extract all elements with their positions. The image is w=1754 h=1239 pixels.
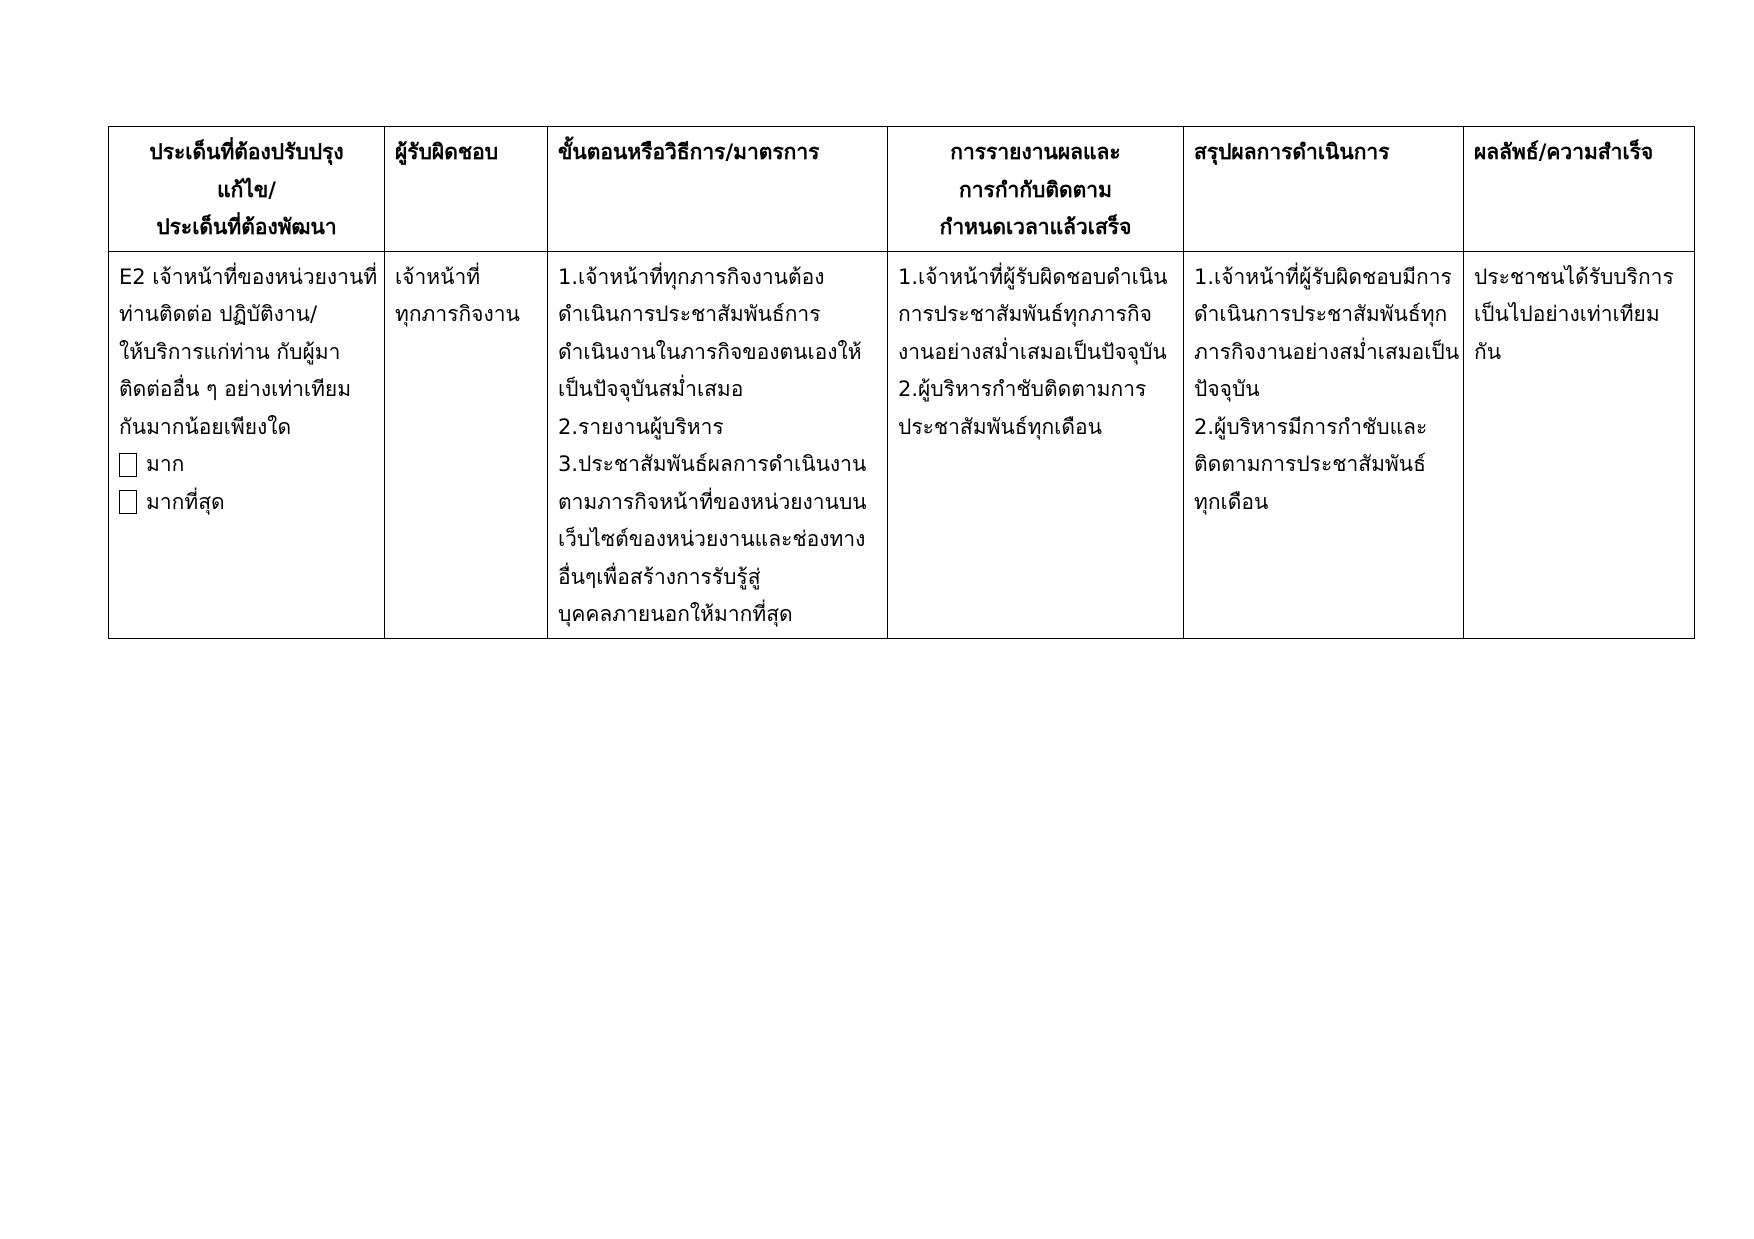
header-summary xyxy=(1184,127,1464,252)
header-text: ประเด็นที่ต้องพัฒนา xyxy=(156,215,337,239)
cell-line: ทุกเดือน xyxy=(1194,489,1269,514)
header-text: กำหนดเวลาแล้วเสร็จ xyxy=(939,215,1132,239)
cell-line: ท่านติดต่อ ปฏิบัติงาน/ xyxy=(119,302,318,326)
cell-line: กัน xyxy=(1474,339,1502,364)
option-label: มาก xyxy=(146,452,185,476)
table-row xyxy=(109,251,1695,638)
cell-line: อื่นๆเพื่อสร้างการรับรู้สู่ xyxy=(558,564,761,589)
cell-line: 3.ประชาสัมพันธ์ผลการดำเนินงาน xyxy=(558,452,867,476)
cell-line: เป็นปัจจุบันสม่ำเสมอ xyxy=(558,377,744,401)
cell-line: 1.เจ้าหน้าที่ทุกภารกิจงานต้อง xyxy=(558,264,825,289)
cell-line: ตามภารกิจหน้าที่ของหน่วยงานบน xyxy=(558,489,867,514)
cell-summary xyxy=(1184,251,1464,638)
cell-line: ดำเนินงานในภารกิจของตนเองให้ xyxy=(558,339,862,364)
header-outcome xyxy=(1464,127,1695,252)
cell-line: การประชาสัมพันธ์ทุกภารกิจ xyxy=(898,302,1152,326)
option-label: มากที่สุด xyxy=(146,489,225,514)
header-text: ผลลัพธ์/ความสำเร็จ xyxy=(1474,140,1654,164)
header-text: ประเด็นที่ต้องปรับปรุง xyxy=(149,140,344,164)
cell-line: ทุกภารกิจงาน xyxy=(395,302,520,326)
cell-line: บุคคลภายนอกให้มากที่สุด xyxy=(558,602,793,626)
header-procedure xyxy=(548,127,888,252)
cell-line: กันมากน้อยเพียงใด xyxy=(119,414,292,439)
header-responsible xyxy=(385,127,548,252)
checkbox-icon[interactable] xyxy=(119,490,137,514)
header-reporting xyxy=(888,127,1184,252)
cell-issue xyxy=(109,251,385,638)
header-text: สรุปผลการดำเนินการ xyxy=(1194,140,1390,164)
cell-line: 2.รายงานผู้บริหาร xyxy=(558,414,724,439)
cell-line: เจ้าหน้าที่ xyxy=(395,264,481,289)
option-much[interactable] xyxy=(119,446,374,484)
cell-line: ปัจจุบัน xyxy=(1194,377,1260,401)
header-text: ผู้รับผิดชอบ xyxy=(395,140,499,164)
cell-line: ติดตามการประชาสัมพันธ์ xyxy=(1194,452,1426,476)
option-most[interactable] xyxy=(119,484,374,522)
checkbox-icon[interactable] xyxy=(119,453,137,477)
header-text: การกำกับติดตาม xyxy=(959,177,1112,202)
cell-line: ดำเนินการประชาสัมพันธ์ทุก xyxy=(1194,302,1448,326)
cell-line: ดำเนินการประชาสัมพันธ์การ xyxy=(558,302,821,326)
cell-line: เว็บไซต์ของหน่วยงานและช่องทาง xyxy=(558,527,866,551)
cell-line: ประชาสัมพันธ์ทุกเดือน xyxy=(898,414,1102,439)
cell-line: 2.ผู้บริหารมีการกำชับและ xyxy=(1194,414,1428,439)
header-text: ขั้นตอนหรือวิธีการ/มาตรการ xyxy=(558,140,820,164)
cell-line: ให้บริการแก่ท่าน กับผู้มา xyxy=(119,339,341,364)
cell-line: ประชาชนได้รับบริการ xyxy=(1474,264,1674,289)
cell-line: 1.เจ้าหน้าที่ผู้รับผิดชอบมีการ xyxy=(1194,264,1452,289)
cell-reporting xyxy=(888,251,1184,638)
header-text: แก้ไข/ xyxy=(217,177,276,202)
improvement-plan-table xyxy=(108,126,1695,639)
header-issue xyxy=(109,127,385,252)
cell-line: 2.ผู้บริหารกำชับติดตามการ xyxy=(898,377,1147,401)
cell-responsible xyxy=(385,251,548,638)
header-text: การรายงานผลและ xyxy=(950,140,1121,164)
cell-procedure xyxy=(548,251,888,638)
table-header-row xyxy=(109,127,1695,252)
cell-line: 1.เจ้าหน้าที่ผู้รับผิดชอบดำเนิน xyxy=(898,264,1168,289)
cell-line: ติดต่ออื่น ๆ อย่างเท่าเทียม xyxy=(119,377,352,401)
cell-line: เป็นไปอย่างเท่าเทียม xyxy=(1474,302,1660,326)
cell-line: E2 เจ้าหน้าที่ของหน่วยงานที่ xyxy=(119,264,378,289)
cell-line: งานอย่างสม่ำเสมอเป็นปัจจุบัน xyxy=(898,339,1167,364)
cell-line: ภารกิจงานอย่างสม่ำเสมอเป็น xyxy=(1194,339,1460,364)
cell-outcome xyxy=(1464,251,1695,638)
